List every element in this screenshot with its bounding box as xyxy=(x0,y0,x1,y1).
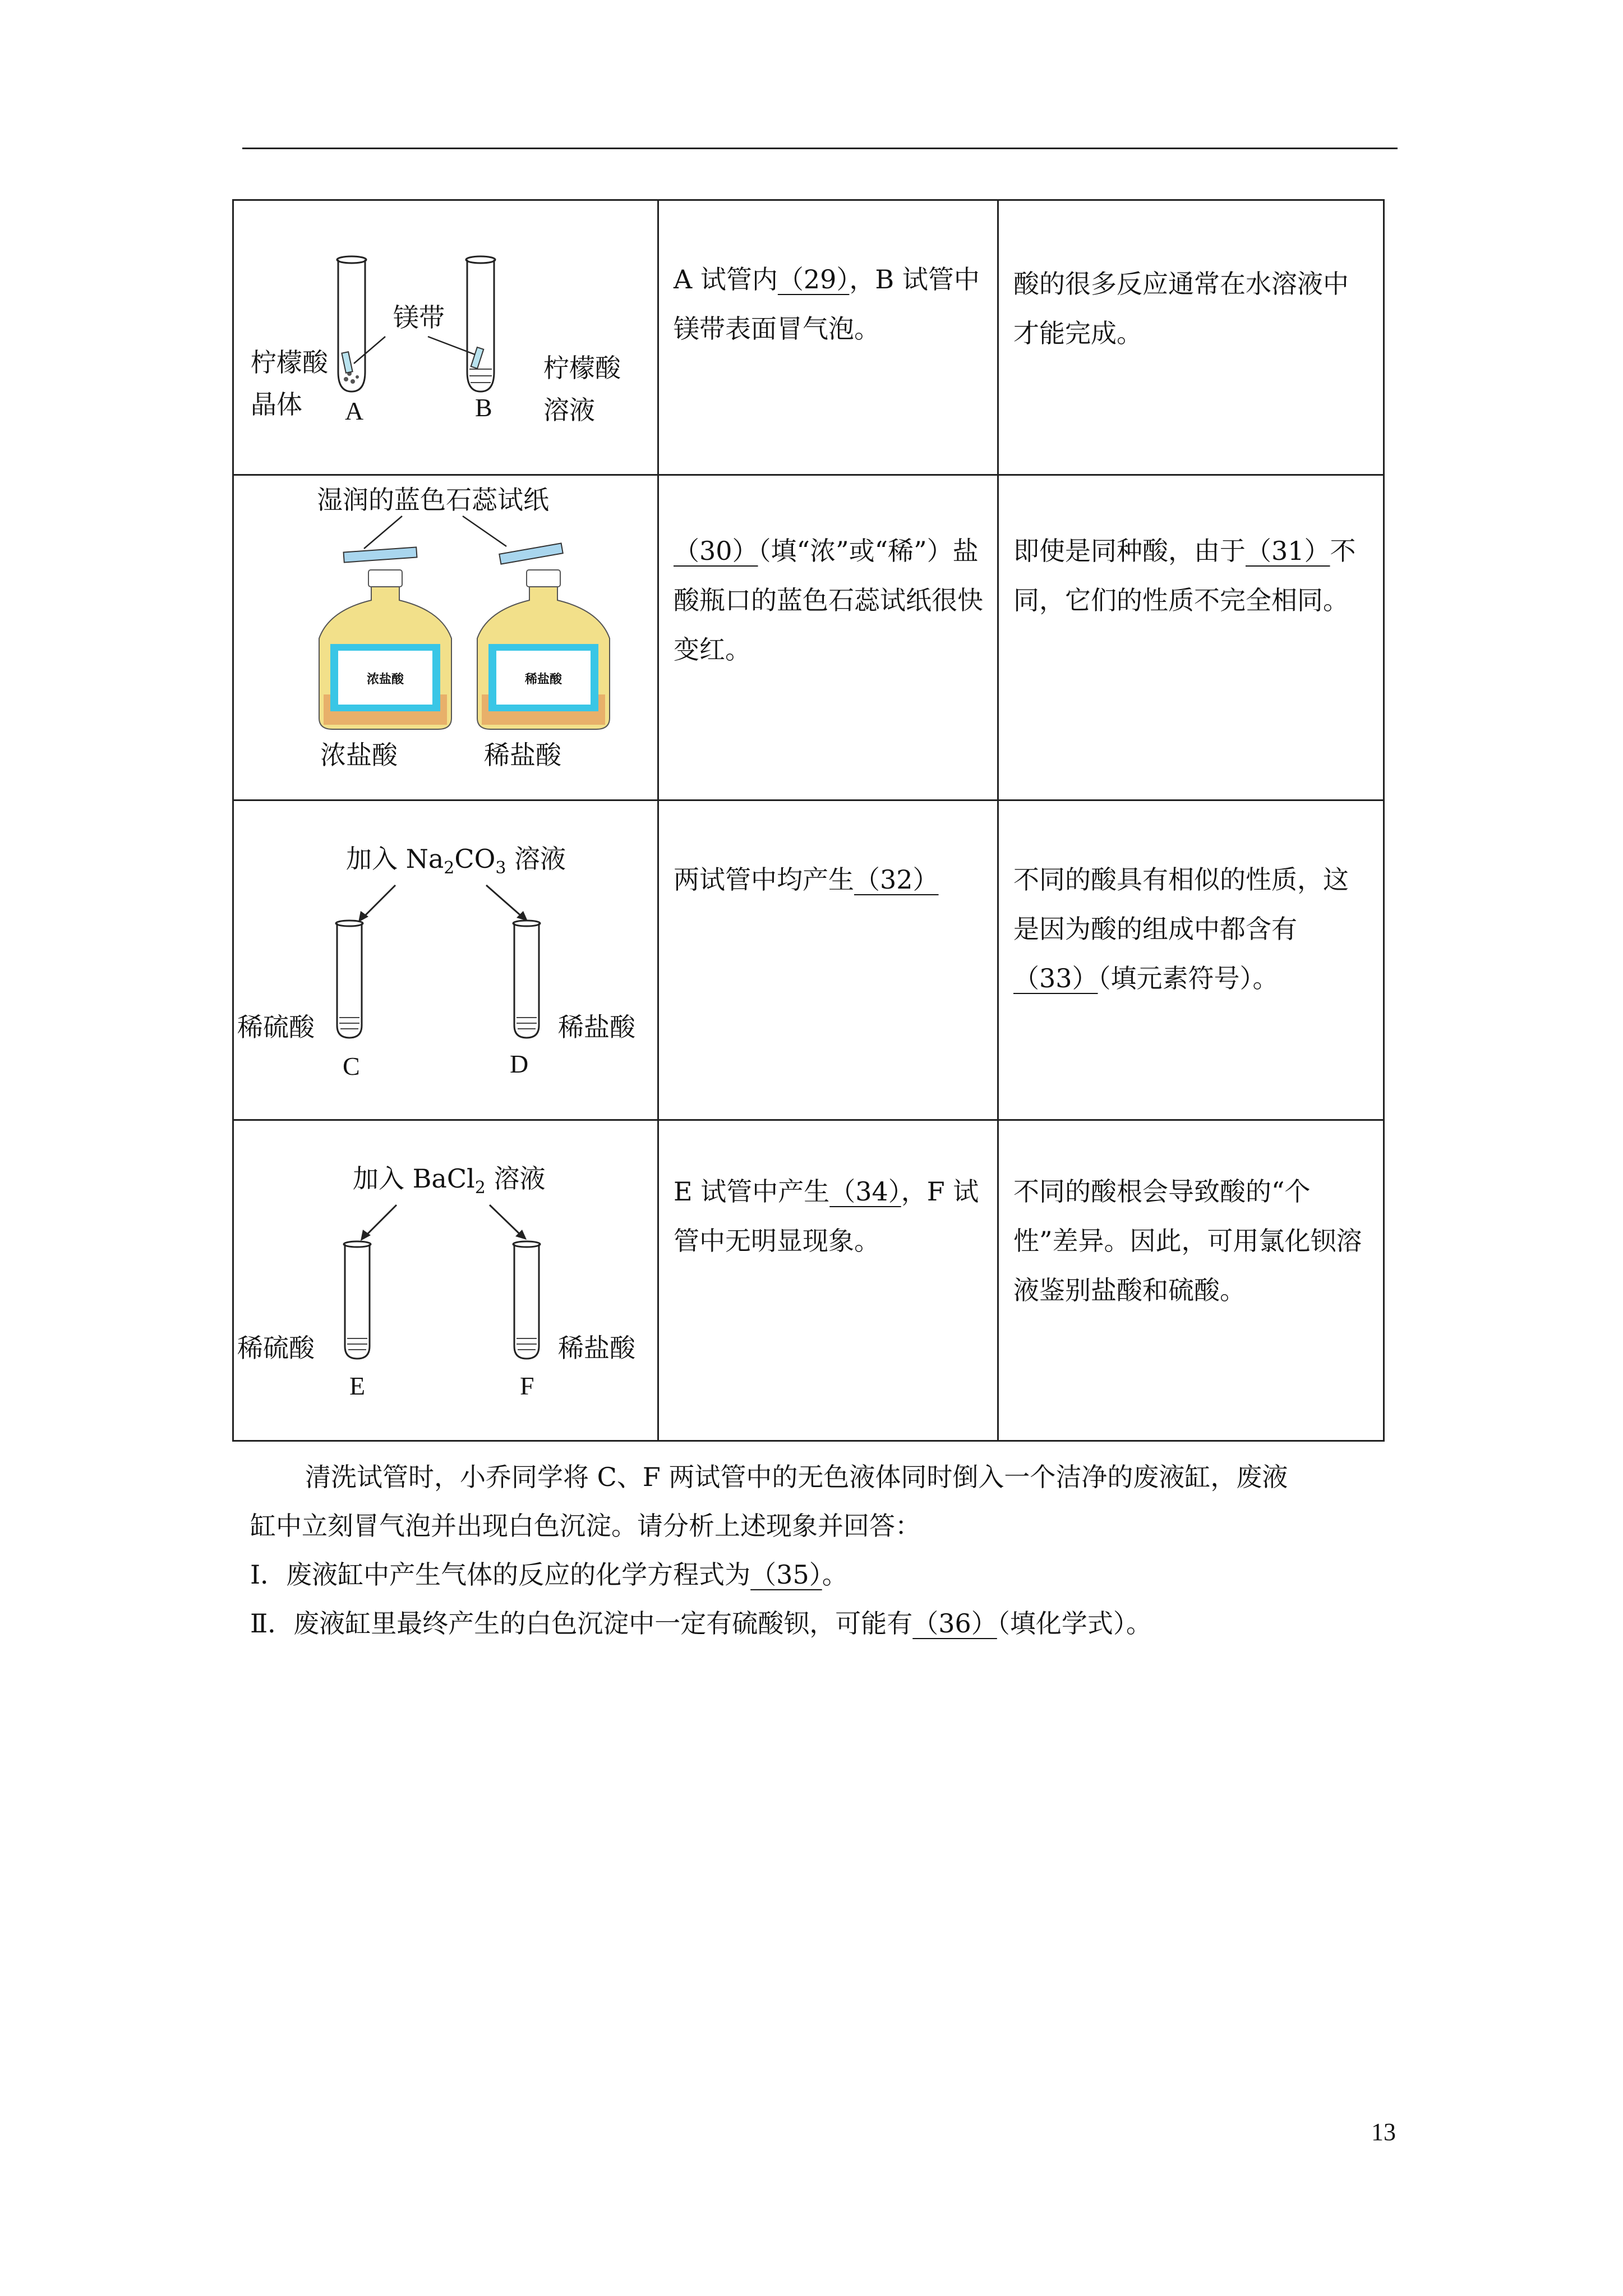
header-rule xyxy=(242,148,1398,149)
dilute-h2so4-label: 稀硫酸 xyxy=(237,1012,315,1042)
table-row xyxy=(233,1120,1384,1441)
test-tubes-magnesium-figure xyxy=(234,201,659,472)
bottle-tag-dilute: 稀盐酸 xyxy=(524,673,562,687)
figure-cell xyxy=(233,200,658,475)
table-row xyxy=(233,800,1384,1120)
phenomenon-text: ，F 试管中无明显现象。 xyxy=(674,1176,979,1256)
tube-d-label: D xyxy=(510,1050,529,1078)
figure-cell xyxy=(233,475,658,800)
phenomenon-text: ，B 试管中镁带表面冒气泡。 xyxy=(674,264,980,344)
phenomenon-text: A 试管内 xyxy=(674,264,778,295)
phenomenon-cell xyxy=(658,800,998,1120)
dilute-hcl-label: 稀盐酸 xyxy=(558,1012,635,1042)
phenomenon-text: E 试管中产生 xyxy=(674,1176,830,1207)
tube-f-label: F xyxy=(520,1372,534,1400)
page-number: 13 xyxy=(1371,2118,1396,2146)
answer-blank-33: （33） xyxy=(1013,963,1098,993)
table-row xyxy=(233,200,1384,475)
paragraph-line-1: 清洗试管时，小乔同学将 C、F 两试管中的无色液体同时倒入一个洁净的废液缸，废液 xyxy=(305,1462,1288,1492)
conclusion-text: （填元素符号）。 xyxy=(1098,963,1279,993)
phenomenon-cell xyxy=(658,475,998,800)
question-end: （填化学式）。 xyxy=(997,1608,1152,1639)
conclusion-text: 即使是同种酸，由于 xyxy=(1013,536,1246,566)
citric-solution-label-2: 溶液 xyxy=(543,395,595,425)
answer-blank-31: （31） xyxy=(1246,536,1330,566)
na2co3-tubes-figure xyxy=(234,801,659,1117)
question-1 xyxy=(250,1559,848,1590)
dilute-h2so4-label: 稀硫酸 xyxy=(237,1333,315,1363)
paragraph-line-2: 缸中立刻冒气泡并出现白色沉淀。请分析上述现象并回答： xyxy=(250,1511,921,1541)
phenomenon-cell xyxy=(658,200,998,475)
tube-e-label: E xyxy=(349,1372,366,1400)
citric-crystal-label-2: 晶体 xyxy=(251,389,302,420)
question-end: 。 xyxy=(822,1559,848,1590)
answer-blank-30: （30） xyxy=(674,536,758,566)
conclusion-text: 酸的很多反应通常在水溶液中才能完成。 xyxy=(1013,269,1349,348)
conclusion-cell xyxy=(998,475,1384,800)
litmus-paper-label: 湿润的蓝色石蕊试纸 xyxy=(317,485,549,515)
answer-blank-36: （36） xyxy=(912,1608,997,1639)
answer-blank-35: （35） xyxy=(750,1559,822,1590)
question-number: Ⅱ． xyxy=(250,1608,294,1639)
question-2 xyxy=(250,1608,1152,1639)
phenomenon-text: （填“浓”或“稀”）盐酸瓶口的蓝色石蕊试纸很快变红。 xyxy=(674,536,983,665)
conc-hcl-label: 浓盐酸 xyxy=(320,740,398,770)
conclusion-text: 不同的酸具有相似的性质，这是因为酸的组成中都含有 xyxy=(1013,864,1349,944)
hydrochloric-acid-bottles-figure xyxy=(234,476,659,798)
question-number: Ⅰ． xyxy=(250,1559,287,1590)
conclusion-cell xyxy=(998,1120,1384,1441)
citric-solution-label-1: 柠檬酸 xyxy=(543,353,621,383)
tube-b-label: B xyxy=(475,393,492,422)
conclusion-text: 不同的酸根会导致酸的“个性”差异。因此，可用氯化钡溶液鉴别盐酸和硫酸。 xyxy=(1013,1176,1362,1305)
tube-a-label: A xyxy=(345,397,364,425)
magnesium-label: 镁带 xyxy=(393,302,445,333)
question-text: 废液缸里最终产生的白色沉淀中一定有硫酸钡，可能有 xyxy=(293,1608,913,1639)
conclusion-text: 不同，它们的性质不完全相同。 xyxy=(1013,536,1356,615)
conclusion-cell xyxy=(998,200,1384,475)
bottle-tag-conc: 浓盐酸 xyxy=(366,673,404,687)
na2co3-title: 加入 $Na_2CO_3$ 溶液 xyxy=(346,844,566,878)
figure-cell xyxy=(233,1120,658,1441)
answer-blank-29: （29） xyxy=(777,264,850,295)
tube-c-label: C xyxy=(343,1052,360,1080)
phenomenon-cell xyxy=(658,1120,998,1441)
experiment-table xyxy=(232,199,1385,1442)
answer-blank-32: （32） xyxy=(854,864,939,895)
conclusion-cell xyxy=(998,800,1384,1120)
answer-blank-34: （34） xyxy=(829,1176,901,1207)
phenomenon-text: 两试管中均产生 xyxy=(674,864,854,895)
bacl2-tubes-figure xyxy=(234,1121,659,1438)
table-row xyxy=(233,475,1384,800)
citric-crystal-label-1: 柠檬酸 xyxy=(251,347,328,378)
question-text: 废液缸中产生气体的反应的化学方程式为 xyxy=(286,1559,751,1590)
dilute-hcl-label: 稀盐酸 xyxy=(484,740,561,770)
figure-cell xyxy=(233,800,658,1120)
dilute-hcl-label: 稀盐酸 xyxy=(558,1333,635,1363)
bacl2-title: 加入 BaCl$_2$ 溶液 xyxy=(353,1163,546,1198)
